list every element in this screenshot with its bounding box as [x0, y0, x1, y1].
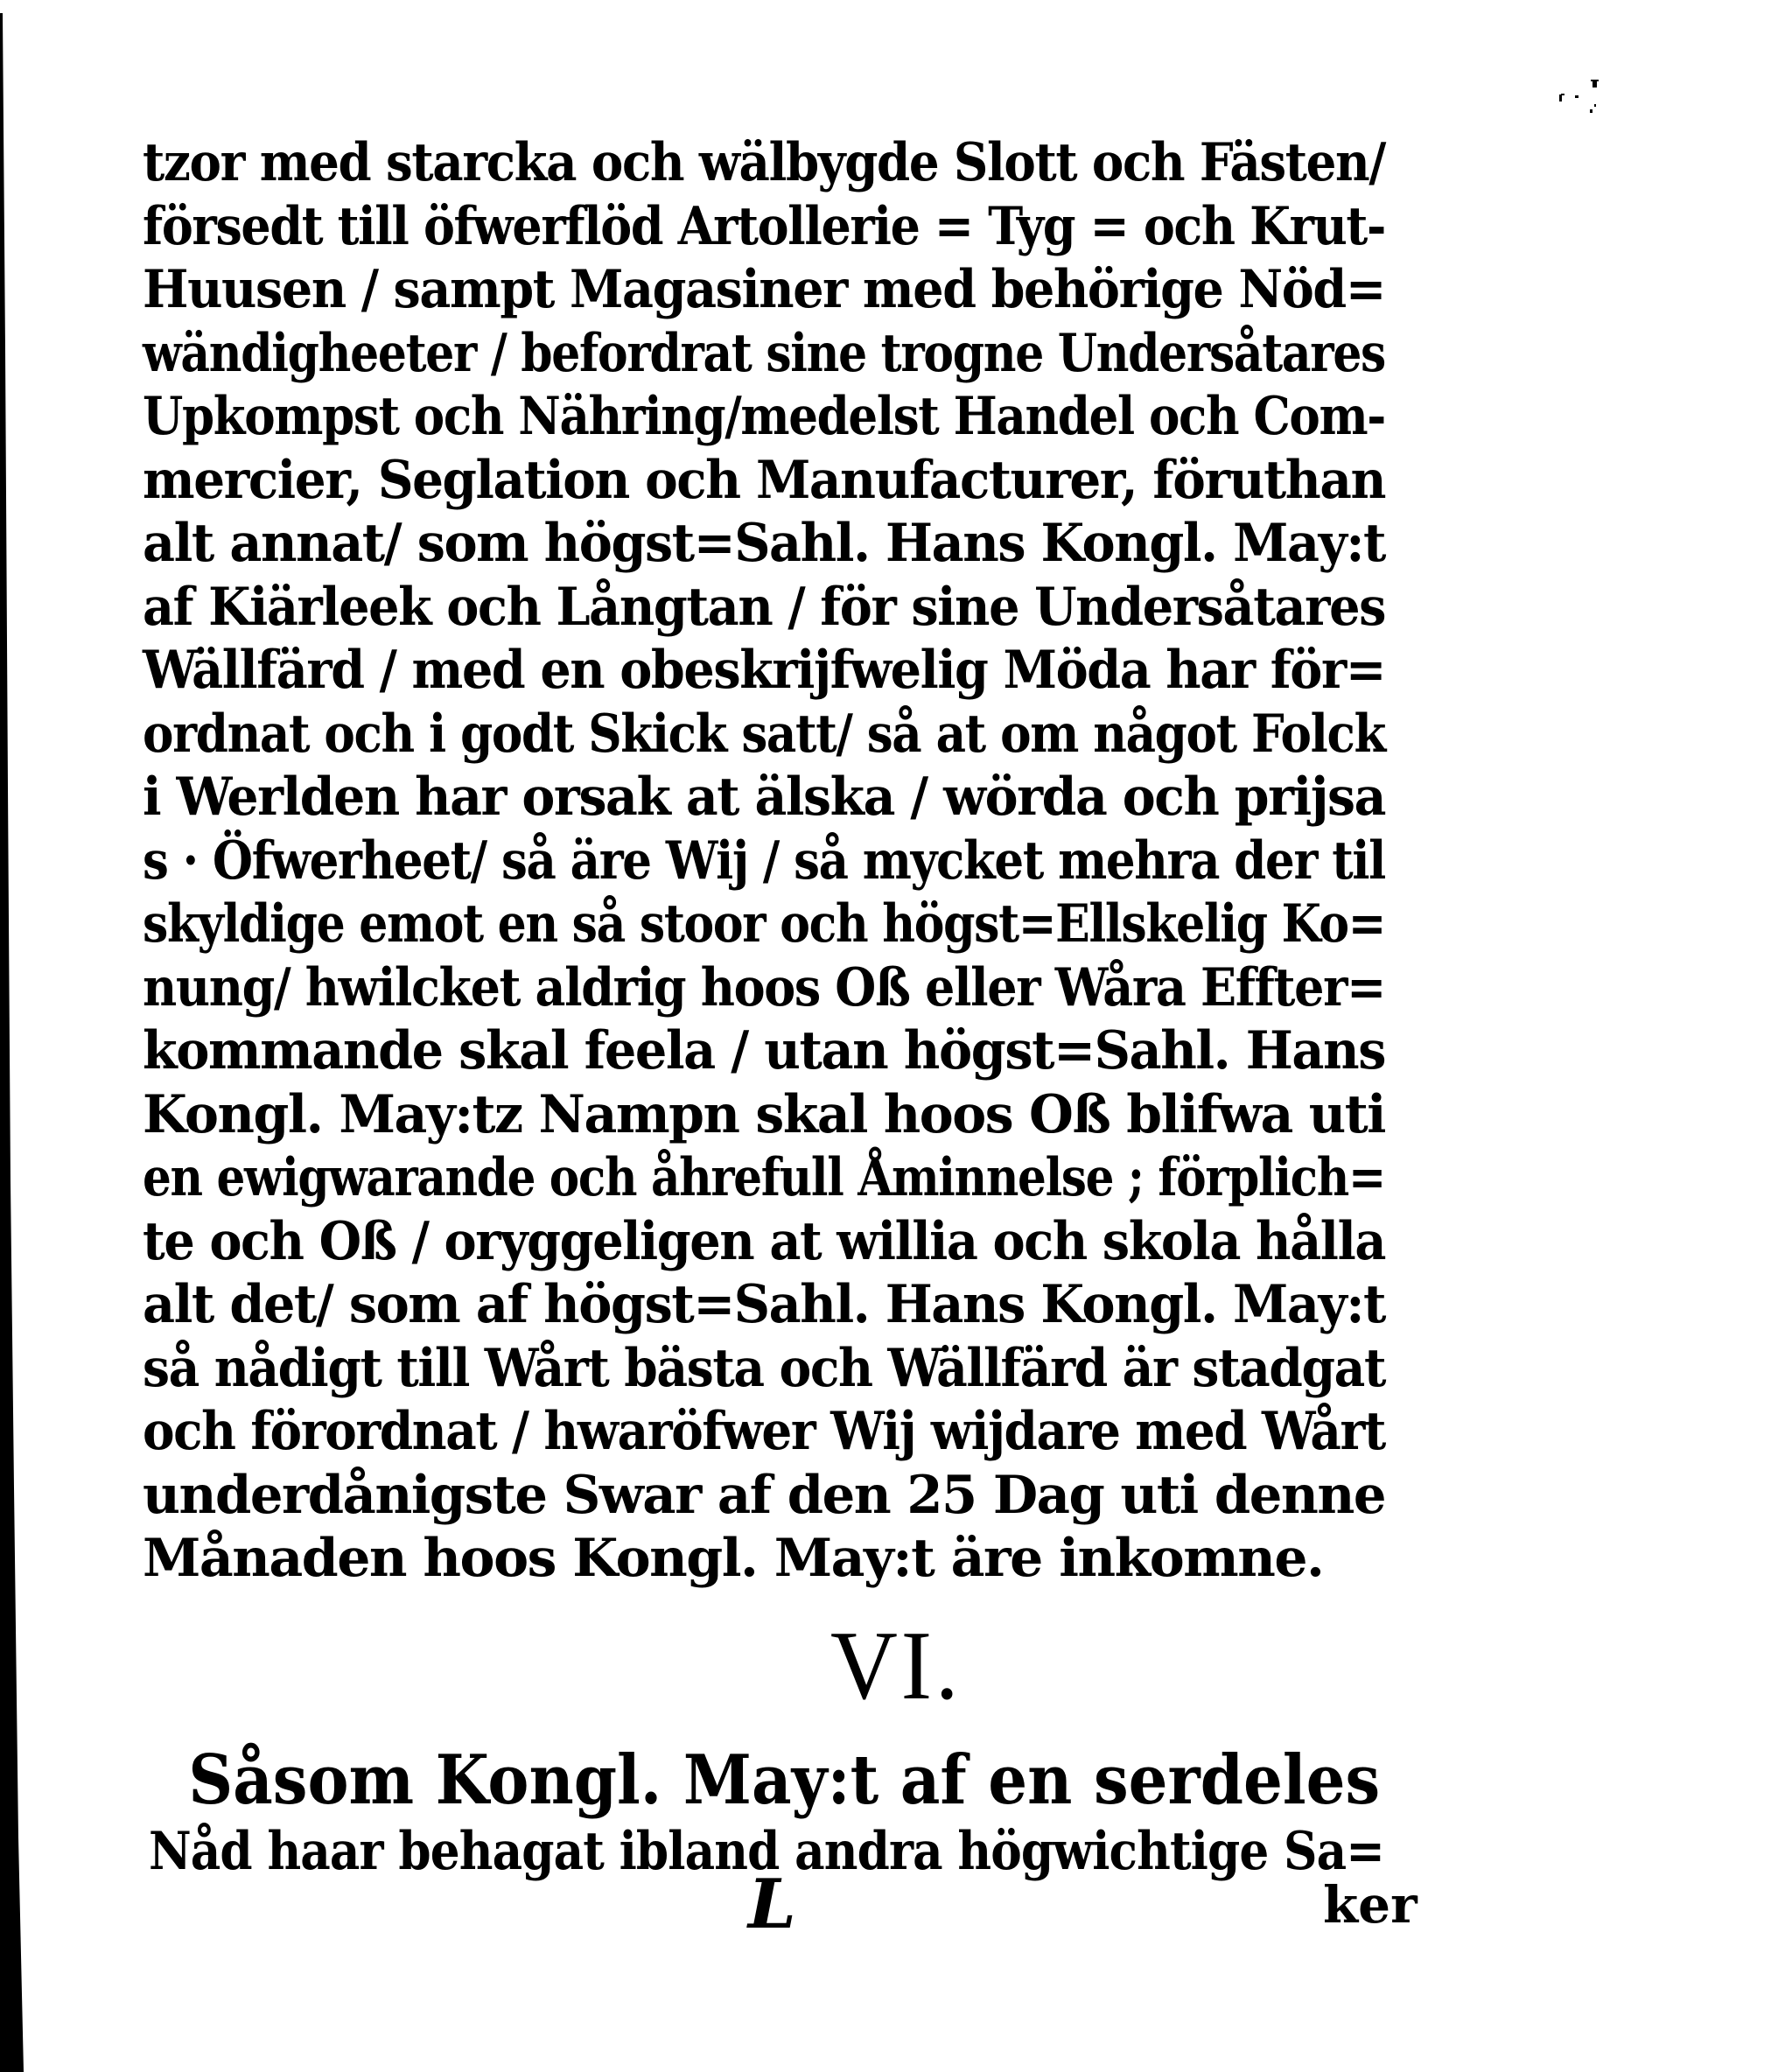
signature-mark: L: [748, 1865, 796, 1944]
text-line: Kongl. May:tz Nampn skal hoos Oß blifwa uti: [143, 1083, 1385, 1145]
text-line: underdånigste Swar af den 25 Dag uti denne: [143, 1464, 1385, 1526]
section-heading: [0, 1612, 1792, 1720]
text-line: försedt till öfwerflöd Artollerie = Tyg = och Krut-: [143, 195, 1385, 257]
text-line: så nådigt till Wårt bästa och Wällfärd är stadgat: [143, 1337, 1385, 1399]
text-line: s · Öfwerheet/ så äre Wij / så mycket mehra der til: [143, 830, 1385, 892]
text-line: ordnat och i godt Skick satt/ så at om något Folck: [143, 703, 1385, 765]
text-line: tzor med starcka och wälbygde Slott och Fästen/: [143, 132, 1385, 193]
text-line: och förordnat / hwaröfwer Wij wijdare med Wårt: [143, 1401, 1385, 1462]
text-line: alt annat/ som högst=Sahl. Hans Kongl. May:t: [143, 513, 1385, 574]
text-line: Månaden hoos Kongl. May:t äre inkomne.: [143, 1528, 1324, 1589]
text-line: Upkompst och Nähring/medelst Handel och Com-: [143, 386, 1385, 447]
section-opening-line: Såsom Kongl. May:t af en serdeles: [188, 1740, 1381, 1820]
text-line: Huusen / sampt Magasiner med behörige Nöd=: [143, 259, 1385, 320]
text-line: af Kiärleek och Långtan / för sine Undersåtares: [143, 576, 1385, 638]
text-line: alt det/ som af högst=Sahl. Hans Kongl. May:t: [143, 1274, 1385, 1335]
text-line: skyldige emot en så stoor och högst=Ellskelig Ko=: [143, 893, 1385, 955]
text-line: te och Oß / oryggeligen at willia och skola hålla: [143, 1210, 1385, 1272]
page-footer: [0, 1866, 1792, 1944]
section-paragraph: [149, 1741, 1384, 1883]
text-line: Wällfärd / med en obeskrijfwelig Möda har för=: [143, 640, 1385, 701]
page-edge-shadow: [0, 0, 26, 2072]
text-line: kommande skal feela / utan högst=Sahl. Hans: [143, 1020, 1385, 1082]
text-line: i Werlden har orsak at älska / wörda och prijsa: [143, 766, 1385, 828]
text-line: wändigheeter / befordrat sine trogne Undersåtares: [143, 322, 1385, 384]
text-line: nung/ hwilcket aldrig hoos Oß eller Wåra Effter=: [143, 956, 1385, 1018]
text-line: Nåd haar behagat ibland andra högwichtige Sa=: [149, 1821, 1384, 1882]
scan-specks: [1540, 35, 1610, 114]
main-paragraph: [143, 131, 1385, 1591]
text-line: en ewigwarande och åhrefull Åminnelse ; förplich=: [143, 1147, 1385, 1208]
section-number: VI.: [830, 1612, 962, 1720]
text-line: mercier, Seglation och Manufacturer, föruthan: [143, 449, 1385, 511]
catchword: ker: [1323, 1875, 1418, 1935]
